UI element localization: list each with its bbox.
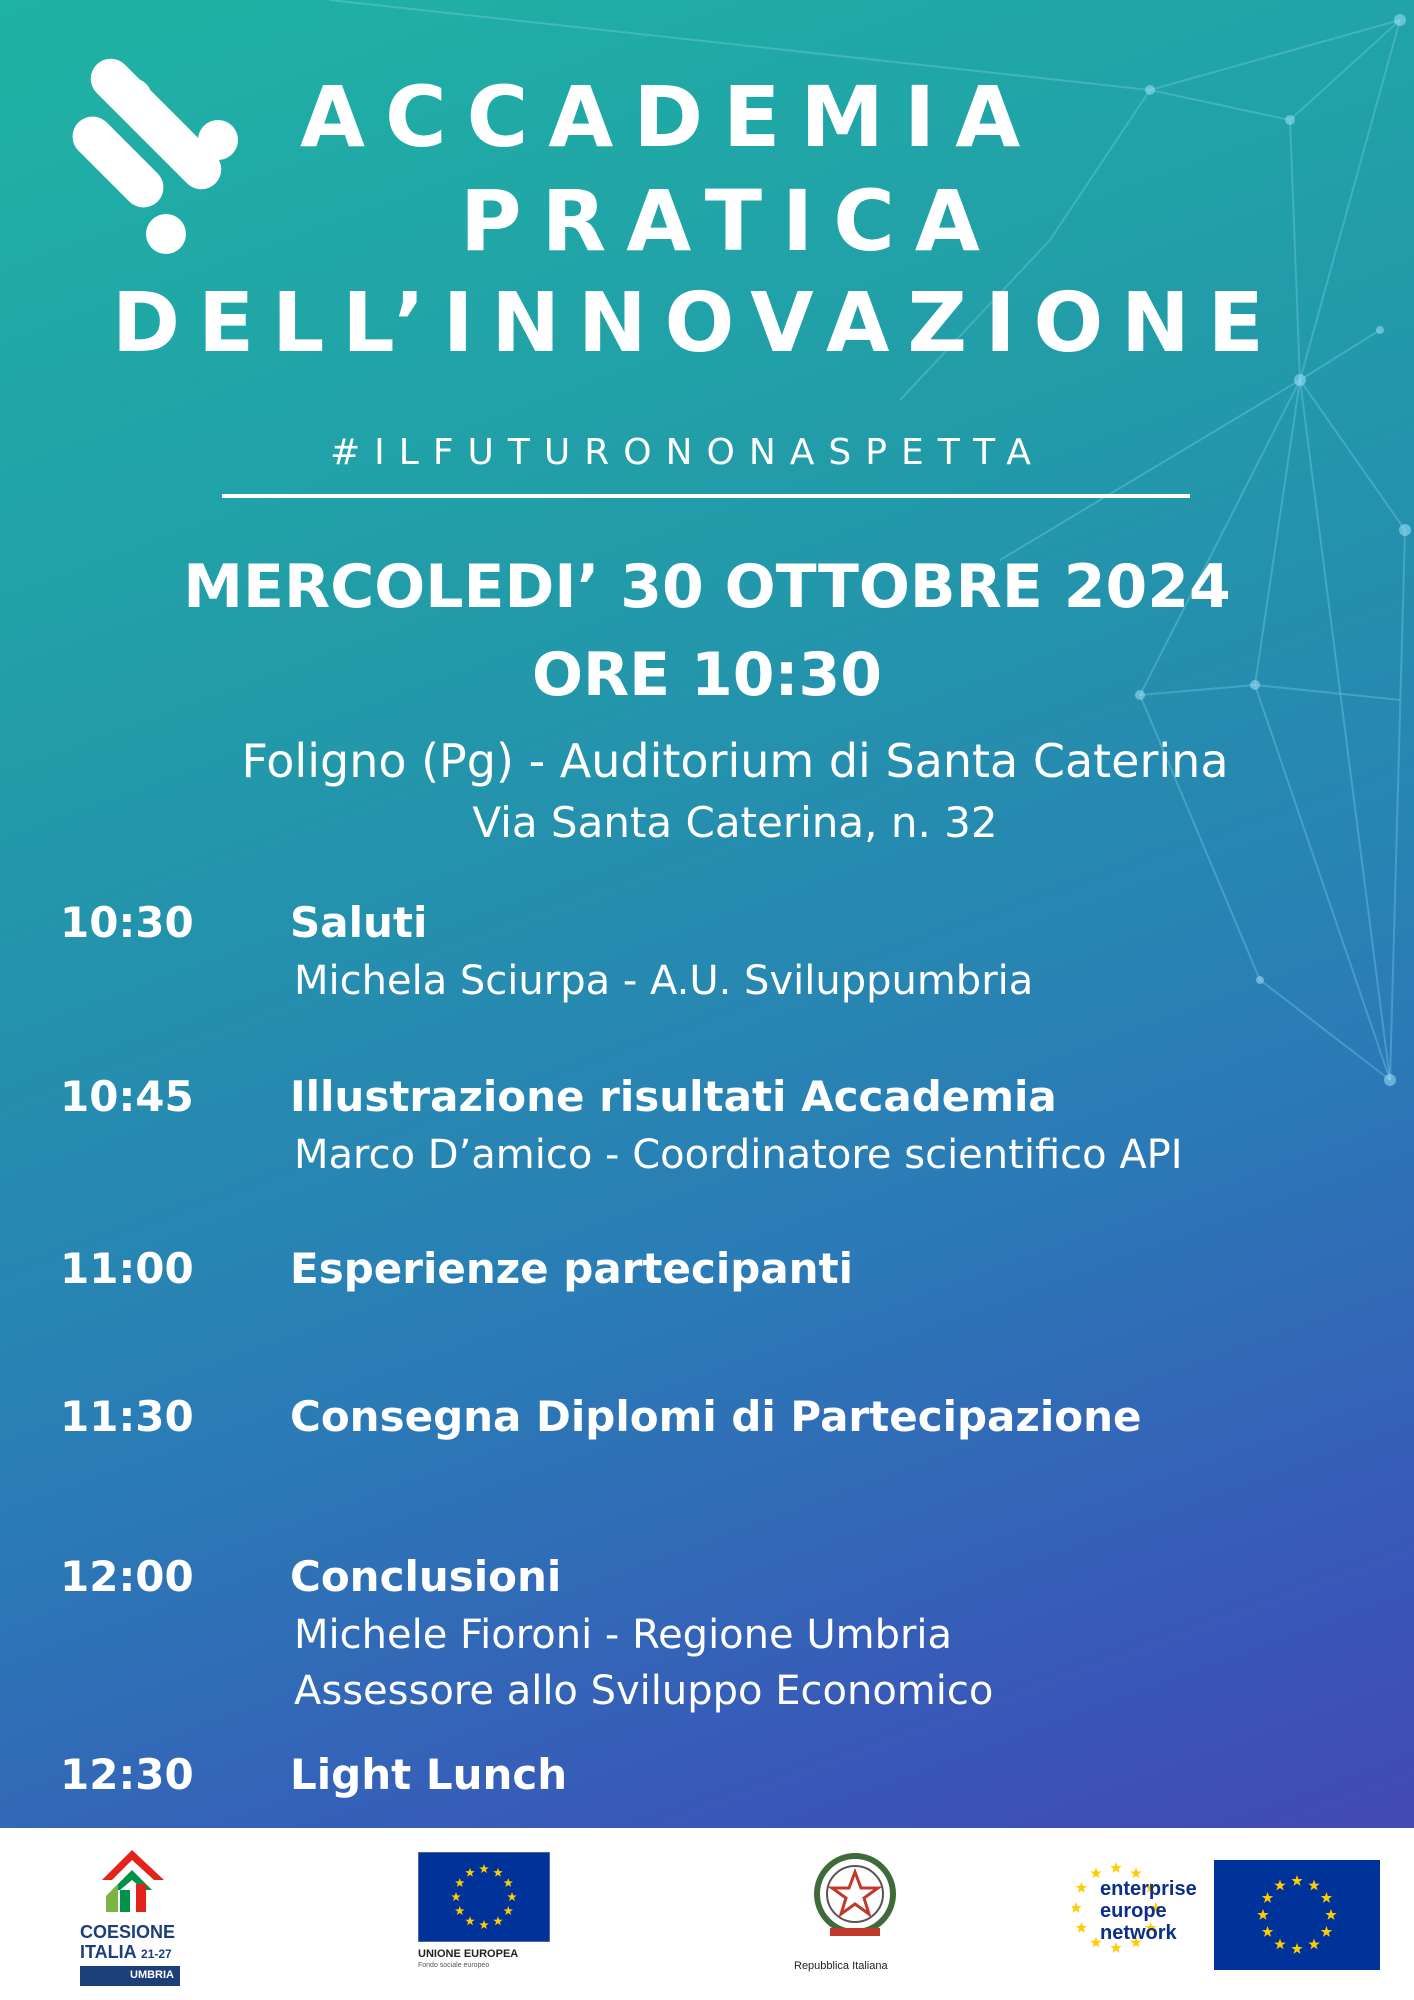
divider	[222, 494, 1190, 498]
event-address: Via Santa Caterina, n. 32	[472, 798, 998, 847]
een-line3: network	[1100, 1922, 1177, 1944]
agenda-time: 11:30	[60, 1392, 194, 1441]
title-line-3: DELL’INNOVAZIONE	[112, 276, 1282, 371]
eu-flag-icon	[418, 1852, 550, 1942]
api-logo-icon	[40, 20, 300, 260]
agenda-speaker: Michele Fioroni - Regione Umbria	[294, 1612, 953, 1658]
unione-europea-logo	[418, 1852, 552, 1972]
agenda-speaker: Marco D’amico - Coordinatore scientifico API	[294, 1132, 1183, 1178]
italian-emblem-icon	[810, 1848, 900, 1948]
event-date: MERCOLEDI’ 30 OTTOBRE 2024	[183, 552, 1231, 622]
repubblica-label: Repubblica Italiana	[794, 1960, 888, 1972]
agenda-title: Esperienze partecipanti	[290, 1244, 854, 1293]
agenda-title: Illustrazione risultati Accademia	[290, 1072, 1057, 1121]
coesione-region: UMBRIA	[130, 1969, 174, 1981]
coesione-line2	[80, 1942, 172, 1963]
title-line-2: PRATICA	[460, 172, 1000, 270]
een-line2: europe	[1100, 1900, 1167, 1922]
umbria-band	[80, 1966, 180, 1986]
agenda-time: 10:30	[60, 898, 194, 947]
eu-flag-icon	[1214, 1860, 1380, 1970]
coesione-italia-logo	[80, 1840, 190, 1990]
een-logo	[1072, 1858, 1202, 1968]
ue-sub: Fondo sociale europeo	[418, 1962, 490, 1969]
coesione-line1: COESIONE	[80, 1922, 176, 1942]
eu-star-icon	[1072, 1902, 1082, 1913]
coesione-years: 21-27	[141, 1947, 172, 1961]
eu-star-icon	[1130, 1867, 1141, 1878]
repubblica-italiana-logo	[790, 1848, 920, 1988]
agenda-title: Conclusioni	[290, 1552, 562, 1601]
coesione-arrow-icon	[92, 1840, 174, 1922]
title-line-1: ACCADEMIA	[300, 68, 1041, 166]
ue-label: UNIONE EUROPEA	[418, 1948, 519, 1960]
agenda-time: 12:00	[60, 1552, 194, 1601]
agenda-title: Light Lunch	[290, 1750, 568, 1799]
agenda-time: 12:30	[60, 1750, 194, 1799]
een-line1: enterprise	[1100, 1878, 1197, 1900]
agenda-time: 11:00	[60, 1244, 194, 1293]
agenda-title: Saluti	[290, 898, 428, 947]
coesione-italia: ITALIA	[80, 1942, 136, 1962]
eu-star-icon	[1076, 1922, 1087, 1933]
eu-star-icon	[1110, 1862, 1121, 1873]
footer-logos	[0, 1828, 1414, 2000]
agenda-speaker: Michela Sciurpa - A.U. Sviluppumbria	[294, 958, 1034, 1004]
eu-star-icon	[1076, 1882, 1087, 1893]
eu-star-icon	[1090, 1867, 1101, 1878]
agenda-title: Consegna Diplomi di Partecipazione	[290, 1392, 1142, 1441]
event-time: ORE 10:30	[531, 640, 883, 710]
agenda-speaker-role: Assessore allo Sviluppo Economico	[294, 1668, 994, 1714]
eu-flag-logo	[1214, 1860, 1380, 1970]
agenda-time: 10:45	[60, 1072, 194, 1121]
hashtag: #ILFUTURONONASPETTA	[330, 432, 1045, 473]
event-place: Foligno (Pg) - Auditorium di Santa Caterina	[241, 734, 1229, 788]
